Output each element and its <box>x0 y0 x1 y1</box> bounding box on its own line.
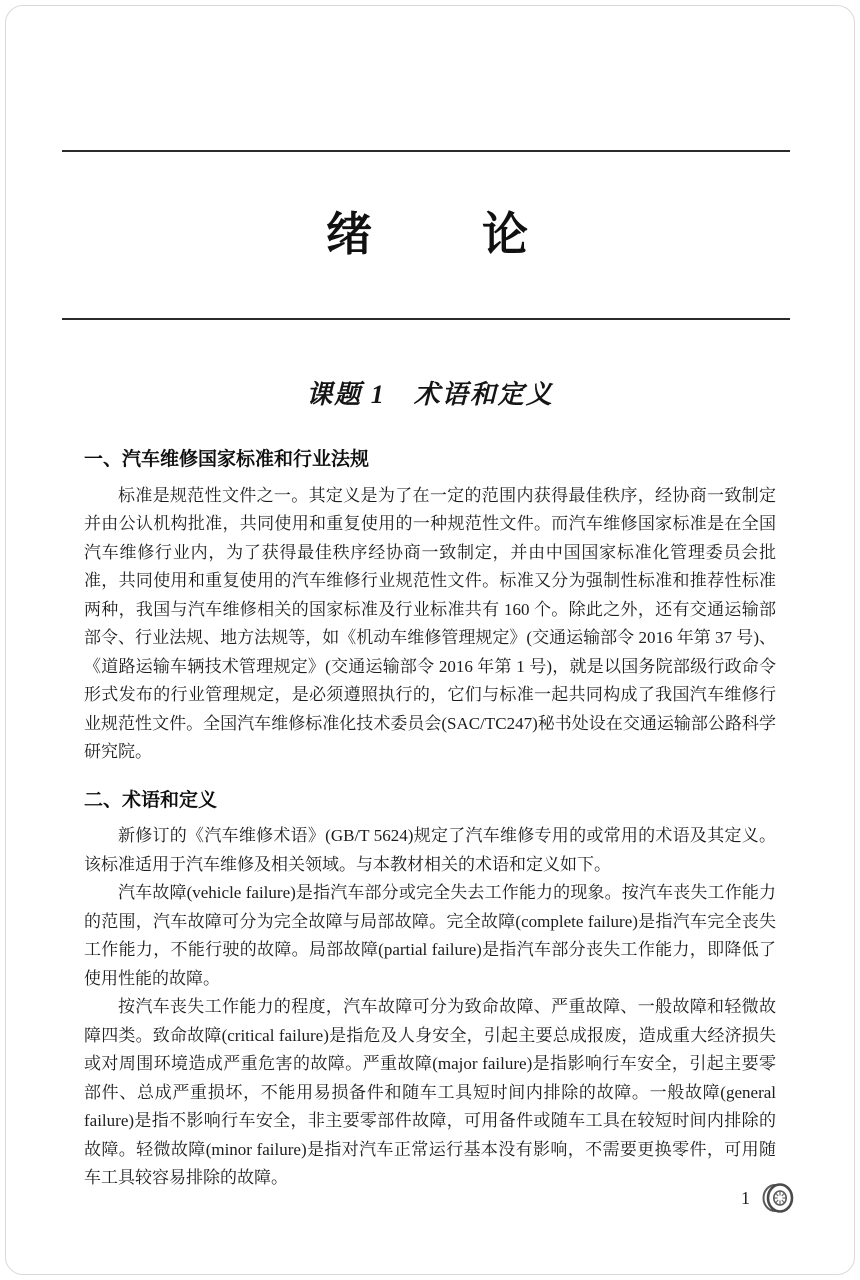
paragraph: 标准是规范性文件之一。其定义是为了在一定的范围内获得最佳秩序，经协商一致制定并由公认机构批准，共同使用和重复使用的一种规范性文件。而汽车维修国家标准是在全国汽车维修行业内，为了获得最佳秩序经协商一致制定，并由中国国家标准化管理委员会批准，共同使用和重复使用的汽车维修行业规范性文件。标准又分为强制性标准和推荐性标准两种，我国与汽车维修相关的国家标准及行业标准共有 160 个。除此之外，还有交通运输部部令、行业法规、地方法规等，如《机动车维修管理规定》(交通运输部令 2016 年第 37 号)、《道路运输车辆技术管理规定》(交通运输部令 2016 年第 1 号)，就是以国务院部级行政命令形式发布的行业管理规定，是必须遵照执行的，它们与标准一起共同构成了我国汽车维修行业规范性文件。全国汽车维修标准化技术委员会(SAC/TC247)秘书处设在交通运输部公路科学研究院。 <box>84 485 776 761</box>
title-divider-bottom <box>62 318 790 320</box>
paragraph: 汽车故障(vehicle failure)是指汽车部分或完全失去工作能力的现象。按汽车丧失工作能力的范围，汽车故障可分为完全故障与局部故障。完全故障(complete failure)是指汽车完全丧失工作能力，不能行驶的故障。局部故障(partial failure)是指汽车部分丧失工作能力，即降低了使用性能的故障。 <box>84 883 776 988</box>
section-heading-1: 一、汽车维修国家标准和行业法规 <box>84 449 370 470</box>
page-title: 绪 论 <box>326 209 534 260</box>
title-divider-top <box>62 150 790 152</box>
section-heading-2: 二、术语和定义 <box>84 789 218 811</box>
tire-icon <box>760 1182 796 1214</box>
page-number: 1 <box>741 1187 750 1208</box>
page-footer <box>741 1182 796 1214</box>
document-body <box>84 446 776 1193</box>
topic-heading: 课题 1 术语和定义 <box>306 380 554 409</box>
paragraph: 按汽车丧失工作能力的程度，汽车故障可分为致命故障、严重故障、一般故障和轻微故障四类。致命故障(critical failure)是指危及人身安全，引起主要总成报废，造成重大经济损失或对周围环境造成严重危害的故障。严重故障(major failure)是指影响行车安全，引起主要零部件、总成严重损坏，不能用易损备件和随车工具短时间内排除的故障。一般故障(general failure)是指不影响行车安全，非主要零部件故障，可用备件或随车工具在较短时间内排除的故障。轻微故障(minor failure)是指对汽车正常运行基本没有影响，不需要更换零件，可用随车工具较容易排除的故障。 <box>84 997 776 1187</box>
paragraph: 新修订的《汽车维修术语》(GB/T 5624)规定了汽车维修专用的或常用的术语及其定义。该标准适用于汽车维修及相关领域。与本教材相关的术语和定义如下。 <box>84 826 776 874</box>
